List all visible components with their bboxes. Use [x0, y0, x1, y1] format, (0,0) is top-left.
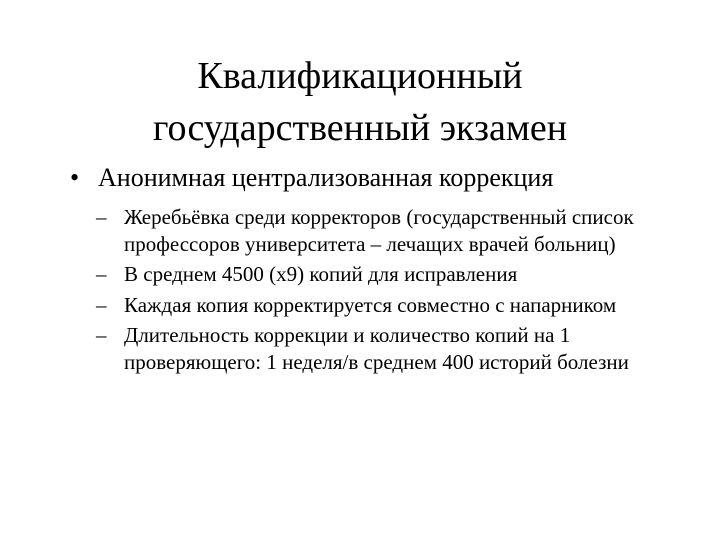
- sub-bullet-text: Жеребьёвка среди корректоров (государственный список профессоров университета – лечащих врачей больниц): [124, 205, 634, 256]
- sub-bullet-text: В среднем 4500 (х9) копий для исправления: [124, 262, 518, 286]
- sub-bullet-text: Каждая копия корректируется совместно с напарником: [124, 292, 617, 317]
- title-line-2: государственный экзамен: [152, 107, 568, 149]
- sub-bullet-item: [96, 322, 696, 375]
- title-line-1: Квалификационный: [197, 55, 523, 97]
- sub-bullet-item: [96, 292, 696, 319]
- sub-bullet-item: [96, 261, 696, 288]
- bullet-icon: •: [70, 163, 80, 192]
- main-bullet: [70, 162, 690, 194]
- dash-icon: –: [96, 262, 107, 286]
- dash-icon: –: [96, 205, 107, 229]
- main-bullet-text: Анонимная централизованная коррекция: [98, 163, 554, 192]
- sub-bullet-list: [96, 204, 696, 379]
- slide-title: [60, 50, 660, 154]
- dash-icon: –: [96, 323, 107, 347]
- sub-bullet-item: [96, 204, 696, 257]
- sub-bullet-text: Длительность коррекции и количество копий на 1 проверяющего: 1 неделя/в среднем 400 историй болезни: [124, 323, 629, 374]
- dash-icon: –: [96, 292, 107, 317]
